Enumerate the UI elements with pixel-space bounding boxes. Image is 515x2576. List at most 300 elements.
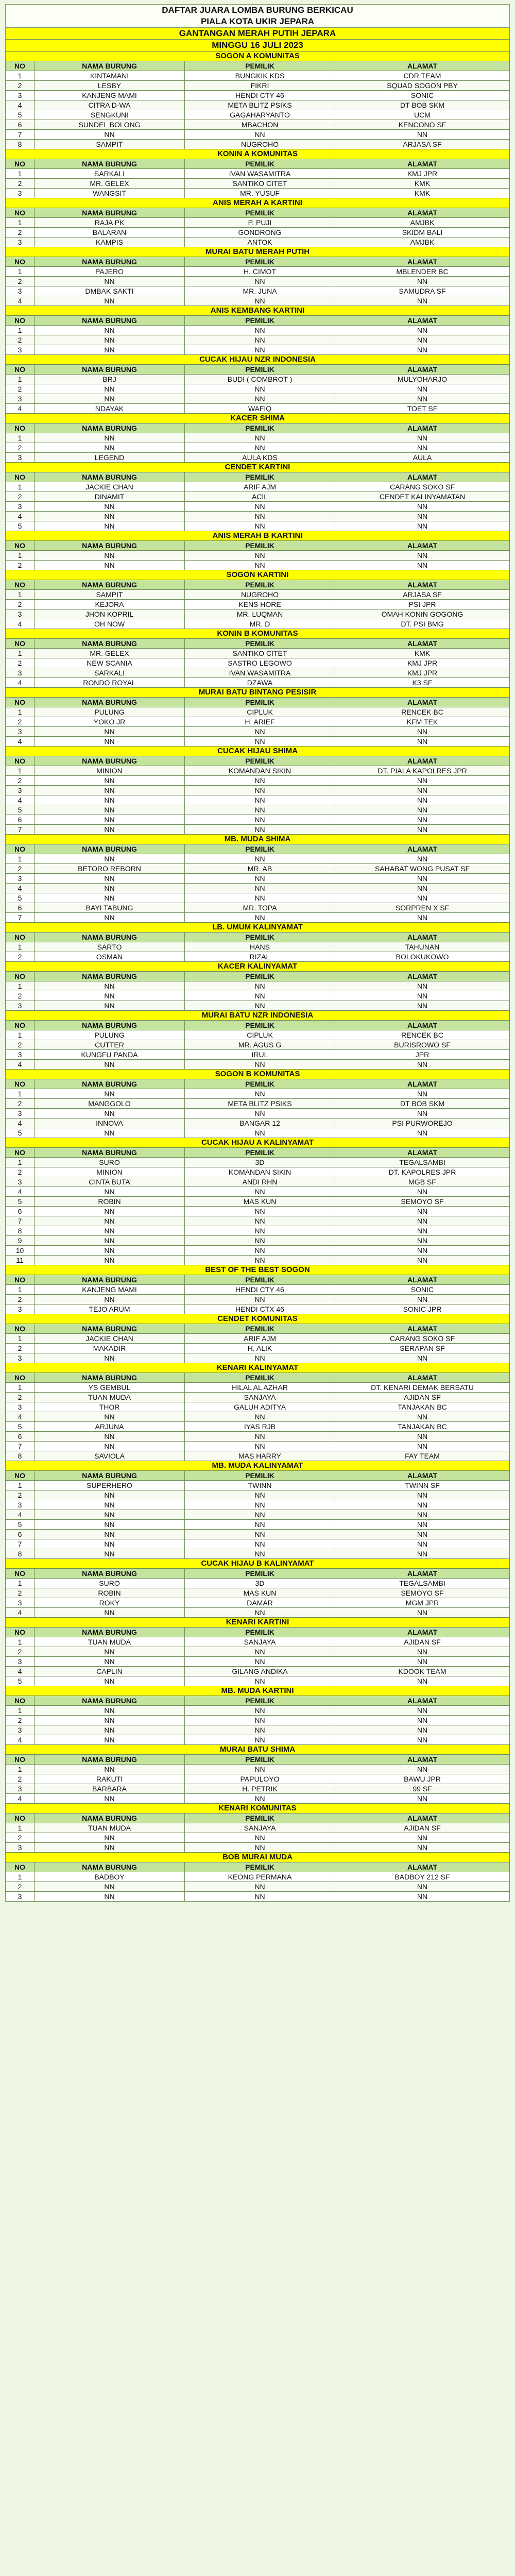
cell-address: DT BOB SKM [335, 100, 510, 110]
section-title: MURAI BATU MERAH PUTIH [6, 247, 510, 257]
cell-owner: NN [185, 776, 335, 786]
cell-no: 1 [6, 482, 35, 492]
header-date: MINGGU 16 JULI 2023 [6, 39, 509, 51]
cell-bird: NN [35, 443, 185, 453]
cell-address: NN [335, 1236, 510, 1246]
cell-no: 2 [6, 384, 35, 394]
col-header-bird: NAMA BURUNG [35, 1275, 185, 1285]
section-title: MURAI BATU NZR INDONESIA [6, 1011, 510, 1021]
column-header-row [6, 423, 510, 433]
cell-address: NN [335, 981, 510, 991]
cell-owner: DZAWA [185, 678, 335, 688]
table-row [6, 179, 510, 189]
col-header-address: ALAMAT [335, 1814, 510, 1823]
cell-owner: NN [185, 1060, 335, 1070]
table-row [6, 453, 510, 463]
cell-owner: ARIF AJM [185, 1334, 335, 1344]
cell-no: 5 [6, 1128, 35, 1138]
cell-no: 3 [6, 1353, 35, 1363]
cell-address: TANJAKAN BC [335, 1422, 510, 1432]
col-header-bird: NAMA BURUNG [35, 61, 185, 71]
cell-address: NN [335, 1128, 510, 1138]
cell-bird: NN [35, 1128, 185, 1138]
column-header-row [6, 1021, 510, 1030]
cell-address: SONIC [335, 1285, 510, 1295]
cell-owner: NN [185, 1706, 335, 1716]
table-row [6, 737, 510, 747]
col-header-bird: NAMA BURUNG [35, 844, 185, 854]
col-header-bird: NAMA BURUNG [35, 423, 185, 433]
table-row [6, 1539, 510, 1549]
cell-no: 2 [6, 1716, 35, 1725]
column-header-row [6, 698, 510, 707]
cell-bird: OSMAN [35, 952, 185, 962]
table-row [6, 609, 510, 619]
cell-owner: NN [185, 1549, 335, 1559]
cell-bird: NN [35, 1236, 185, 1246]
table-row [6, 375, 510, 384]
cell-owner: MAS HARRY [185, 1451, 335, 1461]
cell-owner: NN [185, 1882, 335, 1892]
cell-bird: NN [35, 394, 185, 404]
cell-address: NN [335, 1442, 510, 1451]
section-title-row [6, 962, 510, 972]
cell-owner: NN [185, 1716, 335, 1725]
col-header-bird: NAMA BURUNG [35, 365, 185, 375]
table-row [6, 1060, 510, 1070]
table-row [6, 1667, 510, 1676]
cell-bird: SUNDEL BOLONG [35, 120, 185, 130]
cell-address: TEGALSAMBI [335, 1158, 510, 1167]
cell-bird: NN [35, 991, 185, 1001]
cell-no: 4 [6, 1794, 35, 1804]
cell-no: 2 [6, 561, 35, 570]
cell-address: SEMOYO SF [335, 1197, 510, 1207]
cell-owner: NN [185, 326, 335, 335]
col-header-bird: NAMA BURUNG [35, 208, 185, 218]
cell-bird: PULUNG [35, 707, 185, 717]
table-row [6, 1353, 510, 1363]
cell-no: 7 [6, 825, 35, 835]
table-row [6, 1344, 510, 1353]
col-header-owner: PEMILIK [185, 1569, 335, 1579]
cell-bird: NN [35, 521, 185, 531]
cell-bird: KANJENG MAMI [35, 1285, 185, 1295]
cell-bird: NN [35, 1295, 185, 1304]
cell-no: 3 [6, 502, 35, 512]
cell-address: NN [335, 561, 510, 570]
table-row [6, 521, 510, 531]
cell-owner: 3D [185, 1158, 335, 1167]
section-title-row [6, 198, 510, 208]
table-row [6, 1490, 510, 1500]
cell-bird: NN [35, 1442, 185, 1451]
cell-address: NN [335, 1295, 510, 1304]
table-row [6, 952, 510, 962]
cell-owner: NN [185, 1735, 335, 1745]
table-row [6, 913, 510, 923]
col-header-no: NO [6, 61, 35, 71]
cell-owner: NN [185, 512, 335, 521]
results-body [6, 52, 510, 1902]
cell-owner: FIKRI [185, 81, 335, 91]
cell-no: 4 [6, 404, 35, 414]
col-header-address: ALAMAT [335, 1755, 510, 1765]
section-title: KACER SHIMA [6, 414, 510, 423]
cell-address: NN [335, 1882, 510, 1892]
table-row [6, 1823, 510, 1833]
table-row [6, 1285, 510, 1295]
table-row [6, 786, 510, 795]
cell-no: 5 [6, 805, 35, 815]
cell-address: RENCEK BC [335, 1030, 510, 1040]
cell-no: 4 [6, 1510, 35, 1520]
cell-no: 4 [6, 884, 35, 893]
cell-owner: NN [185, 1207, 335, 1216]
cell-address: DT. KAPOLRES JPR [335, 1167, 510, 1177]
column-header-row [6, 580, 510, 590]
table-row [6, 649, 510, 658]
cell-bird: NN [35, 1187, 185, 1197]
cell-bird: SENGKUNI [35, 110, 185, 120]
cell-owner: MR. AGUS G [185, 1040, 335, 1050]
cell-address: ARJASA SF [335, 140, 510, 149]
cell-owner: IRUL [185, 1050, 335, 1060]
col-header-owner: PEMILIK [185, 208, 335, 218]
cell-no: 4 [6, 512, 35, 521]
section-title: ANIS MERAH A KARTINI [6, 198, 510, 208]
cell-bird: NN [35, 893, 185, 903]
cell-owner: NN [185, 1530, 335, 1539]
cell-bird: NN [35, 805, 185, 815]
cell-no: 3 [6, 1598, 35, 1608]
cell-no: 2 [6, 952, 35, 962]
cell-address: NN [335, 1706, 510, 1716]
cell-owner: H. ARIEF [185, 717, 335, 727]
table-row [6, 1167, 510, 1177]
cell-owner: NN [185, 1216, 335, 1226]
cell-address: CARANG SOKO SF [335, 1334, 510, 1344]
cell-no: 8 [6, 1226, 35, 1236]
col-header-address: ALAMAT [335, 1148, 510, 1158]
cell-no: 1 [6, 71, 35, 81]
cell-address: NN [335, 296, 510, 306]
cell-address: NN [335, 335, 510, 345]
col-header-address: ALAMAT [335, 1275, 510, 1285]
col-header-owner: PEMILIK [185, 159, 335, 169]
cell-address: NN [335, 815, 510, 825]
section-title: BEST OF THE BEST SOGON [6, 1265, 510, 1275]
cell-address: AMJBK [335, 218, 510, 228]
cell-address: SAMUDRA SF [335, 286, 510, 296]
table-row [6, 1393, 510, 1402]
cell-bird: SARTO [35, 942, 185, 952]
cell-owner: NUGROHO [185, 140, 335, 149]
col-header-address: ALAMAT [335, 423, 510, 433]
cell-address: NN [335, 1530, 510, 1539]
col-header-owner: PEMILIK [185, 1471, 335, 1481]
cell-owner: KEONG PERMANA [185, 1872, 335, 1882]
cell-bird: NN [35, 1725, 185, 1735]
col-header-address: ALAMAT [335, 61, 510, 71]
cell-bird: NN [35, 1412, 185, 1422]
cell-no: 11 [6, 1256, 35, 1265]
cell-no: 3 [6, 727, 35, 737]
col-header-address: ALAMAT [335, 933, 510, 942]
cell-bird: LEGEND [35, 453, 185, 463]
cell-no: 1 [6, 1158, 35, 1167]
cell-no: 5 [6, 1676, 35, 1686]
cell-bird: KINTAMANI [35, 71, 185, 81]
column-header-row [6, 257, 510, 267]
cell-address: KMK [335, 189, 510, 198]
cell-owner: NN [185, 1295, 335, 1304]
section-title: MB. MUDA KARTINI [6, 1686, 510, 1696]
table-row [6, 169, 510, 179]
cell-bird: BADBOY [35, 1872, 185, 1882]
table-row [6, 1549, 510, 1559]
column-header-row [6, 933, 510, 942]
section-title: CUCAK HIJAU A KALINYAMAT [6, 1138, 510, 1148]
cell-address: NN [335, 1608, 510, 1618]
column-header-row [6, 1471, 510, 1481]
section-title: ANIS MERAH B KARTINI [6, 531, 510, 541]
col-header-owner: PEMILIK [185, 1324, 335, 1334]
cell-bird: NN [35, 1490, 185, 1500]
column-header-row [6, 1275, 510, 1285]
cell-no: 1 [6, 1030, 35, 1040]
cell-address: NN [335, 825, 510, 835]
cell-bird: NN [35, 884, 185, 893]
cell-owner: NN [185, 345, 335, 355]
cell-owner: META BLITZ PSIKS [185, 100, 335, 110]
cell-bird: SARKALI [35, 668, 185, 678]
cell-address: NN [335, 1833, 510, 1843]
cell-address: TOET SF [335, 404, 510, 414]
table-row [6, 1383, 510, 1393]
cell-no: 2 [6, 1099, 35, 1109]
cell-no: 1 [6, 1334, 35, 1344]
cell-address: NN [335, 1539, 510, 1549]
table-row [6, 267, 510, 277]
cell-no: 4 [6, 1412, 35, 1422]
cell-owner: MAS KUN [185, 1197, 335, 1207]
table-row [6, 658, 510, 668]
section-title: MB. MUDA KALINYAMAT [6, 1461, 510, 1471]
cell-bird: NN [35, 551, 185, 561]
section-title-row [6, 688, 510, 698]
cell-bird: NN [35, 384, 185, 394]
cell-owner: GILANG ANDIKA [185, 1667, 335, 1676]
col-header-bird: NAMA BURUNG [35, 1569, 185, 1579]
col-header-owner: PEMILIK [185, 1373, 335, 1383]
section-title-row [6, 1265, 510, 1275]
table-row [6, 1598, 510, 1608]
cell-no: 3 [6, 874, 35, 884]
cell-bird: NN [35, 130, 185, 140]
results-table [5, 51, 510, 1902]
table-row [6, 1128, 510, 1138]
cell-no: 5 [6, 893, 35, 903]
cell-address: AJIDAN SF [335, 1823, 510, 1833]
cell-bird: NEW SCANIA [35, 658, 185, 668]
col-header-address: ALAMAT [335, 257, 510, 267]
cell-no: 8 [6, 140, 35, 149]
section-title: KACER KALINYAMAT [6, 962, 510, 972]
section-title: CENDET KARTINI [6, 463, 510, 472]
col-header-no: NO [6, 541, 35, 551]
cell-address: MULYOHARJO [335, 375, 510, 384]
col-header-bird: NAMA BURUNG [35, 541, 185, 551]
cell-no: 1 [6, 649, 35, 658]
cell-no: 6 [6, 120, 35, 130]
cell-bird: INNOVA [35, 1118, 185, 1128]
cell-address: SAHABAT WONG PUSAT SF [335, 864, 510, 874]
cell-owner: NN [185, 854, 335, 864]
section-title-row [6, 355, 510, 365]
cell-address: NN [335, 1647, 510, 1657]
cell-owner: NN [185, 1128, 335, 1138]
col-header-address: ALAMAT [335, 208, 510, 218]
col-header-no: NO [6, 472, 35, 482]
cell-address: NN [335, 1207, 510, 1216]
cell-no: 4 [6, 1735, 35, 1745]
cell-no: 4 [6, 1060, 35, 1070]
col-header-address: ALAMAT [335, 698, 510, 707]
table-row [6, 1432, 510, 1442]
cell-address: NN [335, 1246, 510, 1256]
column-header-row [6, 365, 510, 375]
col-header-no: NO [6, 1628, 35, 1637]
col-header-bird: NAMA BURUNG [35, 1814, 185, 1823]
cell-no: 10 [6, 1246, 35, 1256]
column-header-row [6, 1079, 510, 1089]
col-header-address: ALAMAT [335, 1079, 510, 1089]
column-header-row [6, 208, 510, 218]
table-row [6, 864, 510, 874]
cell-bird: NN [35, 815, 185, 825]
cell-bird: RONDO ROYAL [35, 678, 185, 688]
cell-no: 4 [6, 296, 35, 306]
cell-no: 4 [6, 678, 35, 688]
cell-no: 3 [6, 1657, 35, 1667]
cell-no: 2 [6, 335, 35, 345]
column-header-row [6, 472, 510, 482]
table-row [6, 482, 510, 492]
cell-bird: NN [35, 561, 185, 570]
cell-no: 4 [6, 795, 35, 805]
cell-address: NN [335, 1549, 510, 1559]
cell-no: 2 [6, 443, 35, 453]
cell-no: 6 [6, 1207, 35, 1216]
cell-bird: NN [35, 345, 185, 355]
cell-owner: KOMANDAN SIKIN [185, 1167, 335, 1177]
cell-address: NN [335, 913, 510, 923]
cell-owner: NN [185, 786, 335, 795]
col-header-address: ALAMAT [335, 756, 510, 766]
section-title: CUCAK HIJAU SHIMA [6, 747, 510, 756]
table-row [6, 110, 510, 120]
cell-bird: NN [35, 854, 185, 864]
cell-bird: ROKY [35, 1598, 185, 1608]
cell-no: 2 [6, 717, 35, 727]
section-title: CUCAK HIJAU B KALINYAMAT [6, 1559, 510, 1569]
cell-bird: BAYI TABUNG [35, 903, 185, 913]
cell-address: NN [335, 854, 510, 864]
section-title-row [6, 463, 510, 472]
cell-no: 3 [6, 1843, 35, 1853]
cell-address: NN [335, 277, 510, 286]
cell-bird: NN [35, 1735, 185, 1745]
section-title: MURAI BATU SHIMA [6, 1745, 510, 1755]
cell-no: 3 [6, 453, 35, 463]
cell-no: 2 [6, 1295, 35, 1304]
cell-owner: NN [185, 893, 335, 903]
cell-address: NN [335, 1520, 510, 1530]
column-header-row [6, 1862, 510, 1872]
table-row [6, 228, 510, 238]
cell-address: KDOOK TEAM [335, 1667, 510, 1676]
cell-address: BADBOY 212 SF [335, 1872, 510, 1882]
cell-owner: NN [185, 1539, 335, 1549]
table-row [6, 1520, 510, 1530]
section-title-row [6, 747, 510, 756]
cell-bird: TUAN MUDA [35, 1637, 185, 1647]
cell-owner: SANJAYA [185, 1393, 335, 1402]
col-header-no: NO [6, 756, 35, 766]
cell-no: 2 [6, 228, 35, 238]
col-header-address: ALAMAT [335, 159, 510, 169]
cell-owner: NN [185, 795, 335, 805]
cell-no: 1 [6, 218, 35, 228]
section-title-row [6, 1745, 510, 1755]
cell-no: 4 [6, 1608, 35, 1618]
section-title-row [6, 1559, 510, 1569]
cell-address: NN [335, 326, 510, 335]
cell-address: K3 SF [335, 678, 510, 688]
cell-no: 3 [6, 1177, 35, 1187]
cell-address: NN [335, 1001, 510, 1011]
col-header-no: NO [6, 365, 35, 375]
cell-no: 4 [6, 1667, 35, 1676]
table-row [6, 91, 510, 100]
cell-bird: ROBIN [35, 1197, 185, 1207]
cell-no: 9 [6, 1236, 35, 1246]
cell-address: NN [335, 786, 510, 795]
col-header-owner: PEMILIK [185, 472, 335, 482]
section-title-row [6, 306, 510, 316]
cell-owner: SANTIKO CITET [185, 649, 335, 658]
cell-address: JPR [335, 1050, 510, 1060]
column-header-row [6, 1814, 510, 1823]
section-title: KONIN B KOMUNITAS [6, 629, 510, 639]
table-row [6, 1412, 510, 1422]
table-row [6, 100, 510, 110]
col-header-bird: NAMA BURUNG [35, 756, 185, 766]
cell-bird: SARKALI [35, 169, 185, 179]
table-row [6, 981, 510, 991]
cell-no: 3 [6, 1109, 35, 1118]
cell-owner: MR. LUQMAN [185, 609, 335, 619]
cell-address: NN [335, 1187, 510, 1197]
cell-address: NN [335, 433, 510, 443]
col-header-owner: PEMILIK [185, 1148, 335, 1158]
cell-address: MGM JPR [335, 1598, 510, 1608]
table-row [6, 678, 510, 688]
cell-bird: KEJORA [35, 600, 185, 609]
table-row [6, 1040, 510, 1050]
cell-bird: NN [35, 1500, 185, 1510]
